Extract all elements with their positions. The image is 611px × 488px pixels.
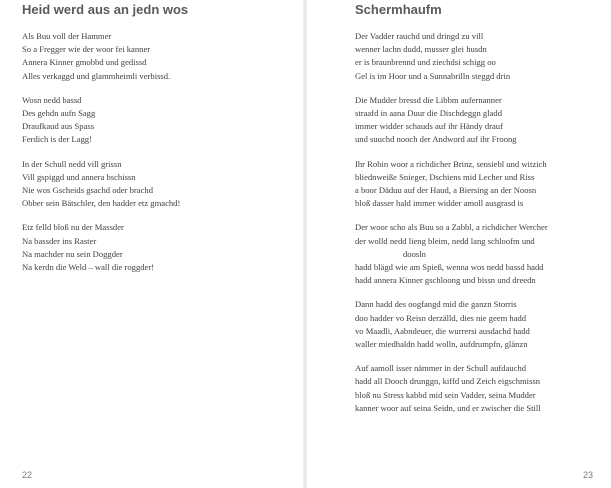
verse-line: Die Mudder bressd die Libbm aufernanner [355, 94, 502, 105]
verse-line: und suuchd nooch der Andword auf ihr Froong [355, 134, 517, 145]
verse-line: bliednweiße Snieger, Dschiens mid Lecher und Riss [355, 171, 535, 182]
verse-line: wenner lachn dudd, musser glei husdn [355, 44, 487, 55]
verse-line: doo hadder vo Reisn derzälld, dies nie geem hadd [355, 312, 527, 323]
page-number: 22 [22, 470, 33, 480]
poem-title: Heid werd aus an jedn wos [22, 2, 189, 17]
verse-line: hadd all Dooch drunggn, kiffd und Zeich eigschmissn [355, 376, 541, 387]
stanza [355, 298, 548, 351]
stanza [355, 158, 548, 211]
verse-line: Der woor scho als Buu so a Zabbl, a richdicher Wercher [355, 222, 548, 233]
verse-line: Vill gspiggd und annera bschissn [22, 171, 136, 182]
verse-line: Gel is im Hoor und a Sunnabrilln steggd drin [355, 70, 511, 81]
verse-line: Etz felld bloß nu der Massder [22, 222, 124, 233]
stanza [355, 94, 548, 147]
poem-body [355, 30, 548, 426]
verse-line: Auf aamoll isser nämmer in der Schull aufdauchd [355, 363, 527, 374]
stanza [22, 158, 180, 211]
verse-line: bloß dasser hald immer widder amoll ausgrasd is [355, 198, 524, 209]
verse-line: Als Buu voll der Hammer [22, 31, 112, 41]
left-page [0, 0, 303, 488]
verse-line: Draufkaud aus Spass [22, 121, 95, 132]
verse-line: So a Fregger wie der woor fei kanner [22, 44, 151, 55]
verse-line: Na bassder ins Raster [22, 235, 97, 246]
verse-line: Der Vadder rauchd und dringd zu vill [355, 31, 484, 41]
page-number: 23 [582, 470, 593, 480]
verse-line: Ihr Robin woor a richdicher Brinz, sensiebl und witzich [355, 158, 547, 169]
verse-line: er is braunbrennd und ziechdsi schigg oo [355, 57, 496, 68]
verse-line: Annera Kinner gmobbd und gedissd [22, 57, 147, 68]
verse-line: Ferdich is der Lagg! [22, 134, 92, 145]
stanza [22, 30, 180, 83]
verse-line: Nie wos Gscheids gsachd oder brachd [22, 185, 154, 196]
poem-title: Schermhaufm [355, 2, 442, 17]
verse-line: a boor Däduu auf der Haud, a Biersing an der Noosn [355, 185, 537, 196]
verse-line: Alles verkaggd und glammheimli verbissd. [22, 70, 171, 81]
verse-line: bloß nu Stress kabbd mid sein Vadder, seina Mudder [355, 389, 536, 400]
poem-body [22, 30, 180, 285]
verse-line: In der Schull nedd vill grissn [22, 158, 122, 169]
verse-line: Na machder nu sein Doggder [22, 248, 123, 259]
verse-line: der wolld nedd lieng bleim, nedd lang schloofm und [355, 235, 535, 246]
verse-line: Na kerdn die Weld – wall die roggder! [22, 262, 155, 273]
stanza [355, 362, 548, 415]
verse-line: straafd in aana Duur die Dischdeggn gladd [355, 108, 503, 119]
stanza [355, 221, 548, 287]
verse-line-continuation: doosln [403, 248, 426, 259]
right-page [307, 0, 611, 488]
verse-line: Wosn nedd bassd [22, 94, 82, 105]
verse-line: Des gehdn aufn Sagg [22, 108, 96, 119]
stanza [22, 221, 180, 274]
verse-line: waller miedhaldn hadd wolln, aufdrumpfn, glänzn [355, 339, 528, 350]
verse-line: hadd blägd wie am Spieß, wenna wos nedd bassd hadd [355, 262, 544, 273]
verse-line: Obber sein Bätschler, den hadder etz gmachd! [22, 198, 181, 209]
stanza [355, 30, 548, 83]
verse-line: hadd annera Kinner gschloong und bissn und dreedn [355, 275, 536, 286]
verse-line: immer widder schauds auf ihr Händy drauf [355, 121, 503, 132]
verse-line: vo Maadli, Aabndeuer, die wurrersi ausdachd hadd [355, 325, 530, 336]
verse-line: Dann hadd des oogfangd mid die ganzn Storris [355, 299, 517, 310]
stanza [22, 94, 180, 147]
verse-line: kanner woor auf seina Seidn, und er zwischer die Still [355, 402, 541, 413]
